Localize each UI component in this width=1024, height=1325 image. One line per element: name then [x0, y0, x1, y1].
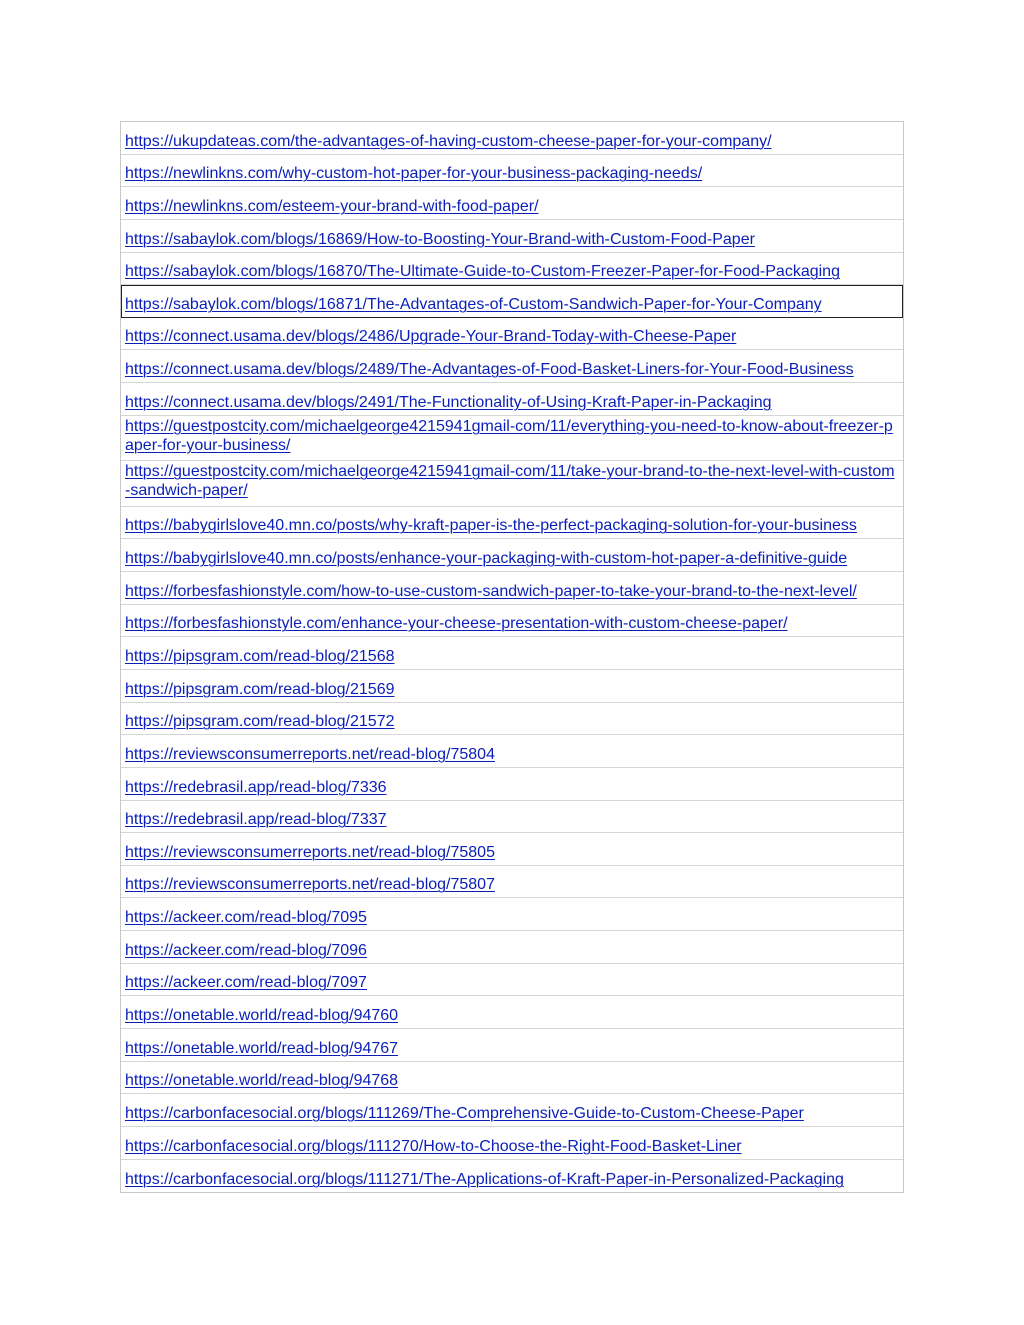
table-row	[121, 383, 903, 416]
table-row	[121, 187, 903, 220]
link-cell[interactable]: https://connect.usama.dev/blogs/2491/The-Functionality-of-Using-Kraft-Paper-in-Packaging	[125, 393, 772, 411]
link-cell[interactable]: https://newlinkns.com/why-custom-hot-paper-for-your-business-packaging-needs/	[125, 165, 703, 183]
link-cell[interactable]: https://carbonfacesocial.org/blogs/111269/The-Comprehensive-Guide-to-Custom-Cheese-Paper	[125, 1104, 804, 1122]
link-cell[interactable]: https://redebrasil.app/read-blog/7336	[125, 778, 387, 796]
link-cell[interactable]: https://onetable.world/read-blog/94760	[125, 1007, 399, 1025]
table-row	[121, 539, 903, 572]
link-cell[interactable]: https://pipsgram.com/read-blog/21572	[125, 713, 395, 731]
link-cell[interactable]: https://guestpostcity.com/michaelgeorge4215941gmail-com/11/everything-you-need-to-know-about-freezer-paper-for-your-business/	[125, 417, 893, 454]
table-row	[121, 122, 903, 155]
link-cell[interactable]: https://forbesfashionstyle.com/enhance-your-cheese-presentation-with-custom-cheese-paper/	[125, 615, 788, 633]
link-cell[interactable]: https://sabaylok.com/blogs/16871/The-Advantages-of-Custom-Sandwich-Paper-for-Your-Company	[125, 295, 822, 313]
link-cell[interactable]: https://ackeer.com/read-blog/7097	[125, 974, 367, 992]
link-cell[interactable]: https://babygirlslove40.mn.co/posts/enhance-your-packaging-with-custom-hot-paper-a-definitive-guide	[125, 550, 848, 568]
table-row	[121, 833, 903, 866]
table-row	[121, 461, 903, 507]
link-cell[interactable]: https://onetable.world/read-blog/94768	[125, 1072, 399, 1090]
table-row	[121, 318, 903, 351]
table-row	[121, 637, 903, 670]
link-cell[interactable]: https://ackeer.com/read-blog/7095	[125, 909, 367, 927]
table-row	[121, 350, 903, 383]
table-row	[121, 996, 903, 1029]
table-row	[121, 1029, 903, 1062]
table-row	[121, 605, 903, 638]
link-cell[interactable]: https://connect.usama.dev/blogs/2486/Upgrade-Your-Brand-Today-with-Cheese-Paper	[125, 328, 737, 346]
link-cell[interactable]: https://newlinkns.com/esteem-your-brand-with-food-paper/	[125, 197, 539, 215]
link-cell[interactable]: https://guestpostcity.com/michaelgeorge4215941gmail-com/11/take-your-brand-to-the-next-level-with-custom-sandwich-paper/	[125, 463, 895, 500]
link-list-table	[120, 121, 904, 1193]
table-row	[121, 1062, 903, 1095]
table-row	[121, 155, 903, 188]
table-row	[121, 931, 903, 964]
table-row	[121, 964, 903, 997]
link-cell[interactable]: https://pipsgram.com/read-blog/21569	[125, 680, 395, 698]
table-row	[121, 220, 903, 253]
table-row	[121, 253, 903, 286]
table-row	[121, 898, 903, 931]
link-cell[interactable]: https://ackeer.com/read-blog/7096	[125, 941, 367, 959]
link-cell[interactable]: https://reviewsconsumerreports.net/read-blog/75805	[125, 843, 495, 861]
table-row	[121, 1127, 903, 1160]
link-cell[interactable]: https://babygirlslove40.mn.co/posts/why-kraft-paper-is-the-perfect-packaging-solution-for-your-business	[125, 517, 857, 535]
table-row	[121, 670, 903, 703]
link-cell[interactable]: https://carbonfacesocial.org/blogs/111270/How-to-Choose-the-Right-Food-Basket-Liner	[125, 1137, 742, 1155]
link-cell[interactable]: https://carbonfacesocial.org/blogs/111271/The-Applications-of-Kraft-Paper-in-Personalized-Packaging	[125, 1171, 844, 1189]
link-cell[interactable]: https://ukupdateas.com/the-advantages-of-having-custom-cheese-paper-for-your-company/	[125, 132, 772, 150]
table-row	[121, 416, 903, 462]
link-cell[interactable]: https://sabaylok.com/blogs/16869/How-to-Boosting-Your-Brand-with-Custom-Food-Paper	[125, 230, 755, 248]
table-row	[121, 801, 903, 834]
table-row	[121, 507, 903, 540]
link-cell[interactable]: https://onetable.world/read-blog/94767	[125, 1039, 399, 1057]
link-cell[interactable]: https://connect.usama.dev/blogs/2489/The-Advantages-of-Food-Basket-Liners-for-Your-Food-Business	[125, 361, 854, 379]
link-cell[interactable]: https://redebrasil.app/read-blog/7337	[125, 811, 387, 829]
link-cell[interactable]: https://forbesfashionstyle.com/how-to-use-custom-sandwich-paper-to-take-your-brand-to-the-next-level/	[125, 582, 857, 600]
selected-table-row[interactable]	[121, 285, 903, 318]
link-cell[interactable]: https://reviewsconsumerreports.net/read-blog/75807	[125, 876, 495, 894]
table-row	[121, 1094, 903, 1127]
table-row	[121, 703, 903, 736]
table-row	[121, 572, 903, 605]
table-row	[121, 866, 903, 899]
link-cell[interactable]: https://reviewsconsumerreports.net/read-blog/75804	[125, 745, 495, 763]
table-row	[121, 735, 903, 768]
link-cell[interactable]: https://sabaylok.com/blogs/16870/The-Ultimate-Guide-to-Custom-Freezer-Paper-for-Food-Packaging	[125, 263, 840, 281]
link-cell[interactable]: https://pipsgram.com/read-blog/21568	[125, 647, 395, 665]
table-row	[121, 1160, 903, 1193]
table-row	[121, 768, 903, 801]
